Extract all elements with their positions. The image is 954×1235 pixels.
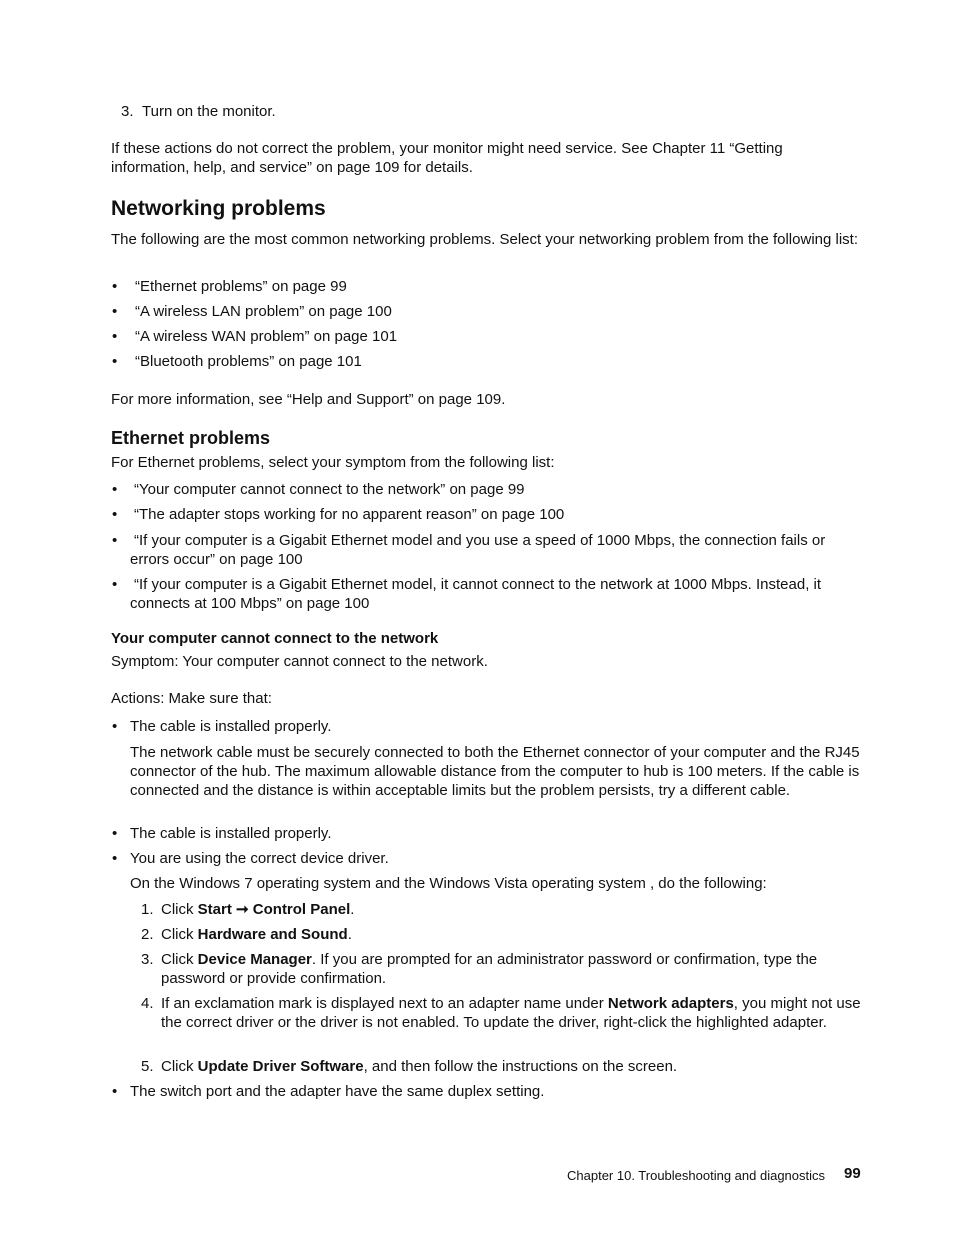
list-item-link[interactable]: “If your computer is a Gigabit Ethernet model and you use a speed of 1000 Mbps, the connection fails or errors occur” on page 100	[130, 532, 826, 568]
list-item-link[interactable]: “Your computer cannot connect to the network” on page 99	[134, 481, 525, 498]
bullet: •	[112, 825, 118, 842]
list-item-link[interactable]: “Bluetooth problems” on page 101	[135, 353, 362, 370]
windows-intro: On the Windows 7 operating system and the Windows Vista operating system , do the following:	[130, 875, 767, 892]
bullet: •	[112, 481, 118, 498]
bullet: •	[112, 278, 118, 295]
step-text: Turn on the monitor.	[142, 103, 276, 120]
actions-text: Actions: Make sure that:	[111, 690, 272, 707]
step-text: Click Start ➞ Control Panel.	[161, 901, 355, 918]
action-detail: The network cable must be securely connected to both the Ethernet connector of your computer and the RJ45 connector of the hub. The maximum allowable distance from the computer to hub is 100 meters. If the cable is connected and the distance is within acceptable limits but the problem persists, try a different cable.	[130, 744, 860, 799]
step-number: 1.	[141, 901, 154, 918]
arrow-icon: ➞	[236, 901, 249, 918]
bullet: •	[112, 1083, 118, 1100]
paragraph: The following are the most common networking problems. Select your networking problem from the following list:	[111, 231, 858, 248]
step-text: Click Hardware and Sound.	[161, 926, 352, 943]
footer-chapter: Chapter 10. Troubleshooting and diagnostics	[567, 1168, 826, 1183]
bullet: •	[112, 850, 118, 867]
step-number: 2.	[141, 926, 154, 943]
bullet: •	[112, 532, 118, 549]
step-text: Click Update Driver Software, and then follow the instructions on the screen.	[161, 1058, 678, 1075]
step-text: If an exclamation mark is displayed next to an adapter name under Network adapters, you might not use the correct driver or the driver is not enabled. To update the driver, right-click the highlighted adapter.	[161, 995, 861, 1031]
bullet: •	[112, 506, 118, 523]
step-number: 3.	[141, 951, 154, 968]
step-number: 3.	[121, 103, 134, 120]
list-item-link[interactable]: “Ethernet problems” on page 99	[135, 278, 347, 295]
list-item-link[interactable]: “A wireless WAN problem” on page 101	[135, 328, 398, 345]
bullet: •	[112, 328, 118, 345]
paragraph: For Ethernet problems, select your symptom from the following list:	[111, 454, 555, 471]
section-title: Networking problems	[111, 197, 326, 220]
bullet: •	[112, 353, 118, 370]
paragraph: If these actions do not correct the problem, your monitor might need service. See Chapter 11 “Getting information, help, and service” on page 109 for details.	[111, 140, 783, 176]
paragraph: For more information, see “Help and Support” on page 109.	[111, 391, 506, 408]
step-number: 5.	[141, 1058, 154, 1075]
page-number: 99	[844, 1165, 861, 1182]
list-item-link[interactable]: “A wireless LAN problem” on page 100	[135, 303, 392, 320]
subsection-title: Ethernet problems	[111, 428, 271, 448]
topic-title: Your computer cannot connect to the network	[111, 630, 439, 647]
bullet: •	[112, 718, 118, 735]
action-item: You are using the correct device driver.	[130, 850, 389, 867]
action-item: The switch port and the adapter have the same duplex setting.	[130, 1083, 545, 1100]
action-item: The cable is installed properly.	[130, 825, 332, 842]
bullet: •	[112, 303, 118, 320]
bullet: •	[112, 576, 118, 593]
action-item: The cable is installed properly.	[130, 718, 332, 735]
list-item-link[interactable]: “If your computer is a Gigabit Ethernet model, it cannot connect to the network at 1000 Mbps. Instead, it connects at 100 Mbps” on page 100	[130, 576, 822, 612]
step-text: Click Device Manager. If you are prompted for an administrator password or confirmation, type the password or provide confirmation.	[161, 951, 818, 987]
list-item-link[interactable]: “The adapter stops working for no apparent reason” on page 100	[134, 506, 565, 523]
symptom-text: Symptom: Your computer cannot connect to the network.	[111, 653, 488, 670]
step-number: 4.	[141, 995, 154, 1012]
